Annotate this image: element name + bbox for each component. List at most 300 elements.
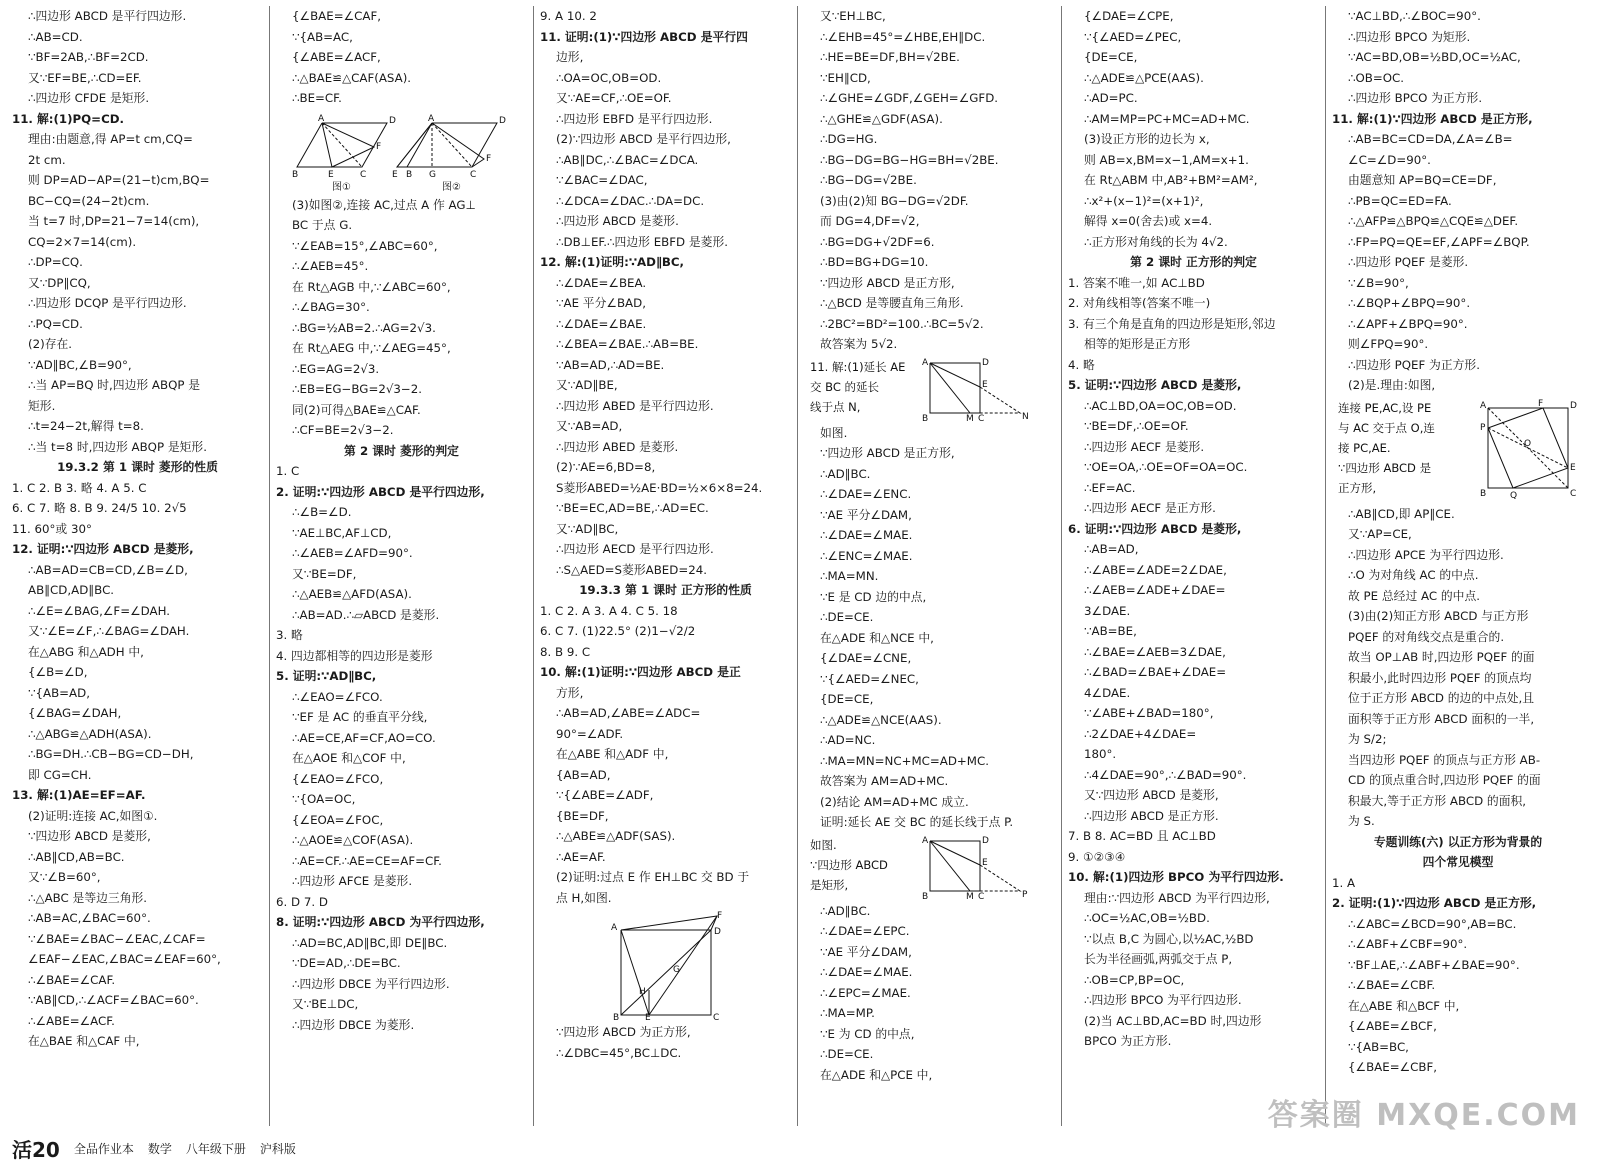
answer-line: BC−CQ=(24−2t)cm. bbox=[28, 193, 150, 208]
figure-label: D bbox=[498, 115, 506, 126]
column-2 bbox=[270, 6, 534, 1126]
answer-line: 积最大,等于正方形 ABCD 的面积, bbox=[1348, 793, 1527, 808]
answer-line: 长为半径画弧,两弧交于点 P, bbox=[1084, 952, 1233, 966]
figure-label: C bbox=[359, 169, 366, 180]
answer-line: ∴∠ENC=∠MAE. bbox=[820, 548, 913, 563]
answer-line: 故答案为 AM=AD+MC. bbox=[820, 774, 949, 788]
answer-line: ∵AB=BE, bbox=[1084, 624, 1137, 638]
answer-line: ∴∠DAE=∠MAE. bbox=[820, 965, 913, 979]
answer-line: ∵EF 是 AC 的垂直平分线, bbox=[292, 710, 428, 724]
answer-line: 180°. bbox=[1084, 747, 1117, 761]
answer-line: 在△ABE 和△ADF 中, bbox=[556, 747, 669, 761]
figure-label: E bbox=[981, 379, 988, 390]
answer-line: 1. 答案不唯一,如 AC⊥BD bbox=[1068, 275, 1205, 290]
answer-line: S菱形ABED=½AE·BD=½×6×8=24. bbox=[556, 480, 763, 495]
answer-line: ∴AB=AD.∴▱ABCD 是菱形. bbox=[292, 607, 440, 622]
answer-line: (3)如图②,连接 AC,过点 A 作 AG⊥ bbox=[292, 197, 476, 212]
figure-caption-text: 交 BC 的延长 bbox=[809, 379, 879, 394]
answer-line: ∵E 为 CD 的中点, bbox=[820, 1026, 915, 1041]
answer-line: ∴MA=MP. bbox=[820, 1006, 875, 1020]
answer-line: ∴△ADE≌△NCE(AAS). bbox=[820, 712, 942, 727]
figure-label: E bbox=[1570, 462, 1576, 473]
answer-line: ∴DE=CE. bbox=[820, 610, 874, 624]
extension bbox=[970, 387, 1020, 413]
subject: 数学 bbox=[147, 1141, 172, 1156]
answer-line: ∴∠EAO=∠FCO. bbox=[292, 689, 383, 704]
square-figure-ap bbox=[810, 835, 1050, 899]
line-ae bbox=[397, 123, 432, 167]
answer-line: 相等的矩形是正方形 bbox=[1084, 337, 1191, 351]
answer-line: 当 t=7 时,DP=21−7=14(cm), bbox=[28, 214, 200, 228]
answer-line: ∴△GHE≌△GDF(ASA). bbox=[820, 111, 943, 126]
answer-line: ∠EAF−∠EAC,∠BAC=∠EAF=60°, bbox=[28, 952, 221, 966]
figure-caption-text: ∵四边形 ABCD bbox=[809, 857, 888, 872]
answer-line: 9. ①②③④ bbox=[1068, 849, 1126, 864]
figure-caption-text: 连接 PE,AC,设 PE bbox=[1338, 400, 1432, 415]
answer-line: (3)由(2)知正方形 ABCD 与正方形 bbox=[1348, 609, 1529, 623]
book-title: 全品作业本 bbox=[73, 1141, 134, 1156]
answer-line: ∴∠GHE=∠GDF,∠GEH=∠GFD. bbox=[820, 91, 999, 105]
answer-line: 又∵四边形 ABCD 是菱形, bbox=[1084, 788, 1219, 802]
column-1 bbox=[6, 6, 270, 1126]
answer-line: 又∵AD∥BE, bbox=[556, 378, 618, 392]
answer-line: ∴四边形 ABED 是平行四边形. bbox=[556, 398, 714, 413]
answer-line: 8. B 9. C bbox=[540, 644, 591, 659]
answer-line: 6. C 7. 略 8. B 9. 24/5 10. 2√5 bbox=[12, 501, 187, 515]
answer-line: 又∵∠B=60°, bbox=[28, 870, 101, 884]
answer-line: ∴四边形 PQEF 为正方形. bbox=[1348, 357, 1480, 372]
answer-line: 6. C 7. (1)22.5° (2)1−√2/2 bbox=[540, 624, 696, 638]
answer-line: ∴BE=CF. bbox=[292, 91, 342, 105]
answer-line: ∴∠E=∠BAG,∠F=∠DAH. bbox=[28, 603, 171, 618]
figure-caption-text: 与 AC 交于点 O,连 bbox=[1338, 420, 1435, 435]
answer-line: 在△ADE 和△NCE 中, bbox=[820, 630, 934, 645]
figure-label: G bbox=[672, 965, 680, 975]
figure-label: C bbox=[1570, 488, 1577, 499]
answer-line: 故答案为 5√2. bbox=[820, 337, 898, 351]
answer-line: 又∵BE=DF, bbox=[292, 566, 357, 581]
answer-line: 5. 证明:∵四边形 ABCD 是菱形, bbox=[1068, 378, 1242, 392]
answer-line: ∴∠APF+∠BPQ=90°. bbox=[1348, 316, 1468, 331]
figure bbox=[540, 910, 791, 1020]
answer-line: ∵OE=OA,∴OE=OF=OA=OC. bbox=[1084, 460, 1248, 474]
answer-line: ∴正方形对角线的长为 4√2. bbox=[1084, 234, 1228, 249]
answer-line: ∴∠AEB=∠ADE+∠DAE= bbox=[1084, 583, 1226, 597]
answer-line: ∴△ADE≌△PCE(AAS). bbox=[1084, 70, 1204, 85]
answer-line: ∴AD=BC,AD∥BC,即 DE∥BC. bbox=[292, 935, 448, 950]
answer-line: ∴AD=PC. bbox=[1084, 91, 1138, 105]
answer-line: ∵{AB=BC, bbox=[1348, 1039, 1409, 1054]
line-am bbox=[930, 841, 970, 891]
answer-line: 解得 x=0(舍去)或 x=4. bbox=[1084, 214, 1213, 228]
figure-label: A bbox=[921, 357, 928, 368]
answer-line: 理由:由题意,得 AP=t cm,CQ= bbox=[28, 132, 193, 146]
answer-line: 由题意知 AP=BQ=CE=DF, bbox=[1348, 173, 1497, 187]
answer-line: ∴BG=½AB=2.∴AG=2√3. bbox=[292, 320, 436, 335]
column-3 bbox=[534, 6, 798, 1126]
answer-line: ∴四边形 AECD 是平行四边形. bbox=[556, 542, 714, 556]
answer-line: ∵{AB=AC, bbox=[292, 29, 353, 44]
answer-line: ∴∠EPC=∠MAE. bbox=[820, 985, 911, 1000]
figure-label: E bbox=[644, 1013, 651, 1020]
answer-line: ∴AD=NC. bbox=[820, 733, 876, 747]
answer-line: PQEF 的对角线交点是重合的. bbox=[1348, 629, 1505, 644]
figure-label: A bbox=[1480, 400, 1487, 411]
answer-line: ∴当 AP=BQ 时,四边形 ABQP 是 bbox=[28, 378, 201, 392]
answer-line: ∴EG=AG=2√3. bbox=[292, 361, 380, 376]
answer-line: ∵四边形 ABCD 是正方形, bbox=[820, 446, 955, 460]
answer-line: ∴∠BAE=∠AEB=3∠DAE, bbox=[1084, 644, 1226, 659]
section-heading: 19.3.3 第 1 课时 正方形的性质 bbox=[579, 583, 752, 597]
answer-line: ∴∠EHB=45°=∠HBE,EH∥DC. bbox=[820, 29, 986, 44]
answer-line: {AB=AD, bbox=[556, 767, 611, 782]
answer-line: ∴四边形 APCE 为平行四边形. bbox=[1348, 547, 1504, 562]
figure-label: E bbox=[391, 169, 398, 180]
answer-line: 理由:∵四边形 ABCD 为平行四边形, bbox=[1084, 890, 1270, 905]
answer-line: BPCO 为正方形. bbox=[1084, 1034, 1172, 1048]
square-figure-gh bbox=[601, 910, 731, 1020]
figure-label: D bbox=[1570, 400, 1577, 411]
answer-line: ∴四边形 EBFD 是平行四边形. bbox=[556, 111, 713, 126]
figure-label: A bbox=[427, 113, 434, 124]
answer-line: BC 于点 G. bbox=[292, 218, 353, 232]
answer-line: ∴四边形 AECF 是菱形. bbox=[1084, 439, 1205, 454]
answer-line: ∴△BAE≌△CAF(ASA). bbox=[292, 70, 412, 85]
answer-line: {∠BAG=∠DAH, bbox=[28, 706, 122, 720]
answer-line: 故当 OP⊥AB 时,四边形 PQEF 的面 bbox=[1348, 650, 1535, 664]
answer-line: ∴∠ABE=∠ACF. bbox=[28, 1013, 115, 1028]
line-am bbox=[930, 363, 970, 413]
line-ef bbox=[649, 916, 717, 1015]
answer-line: 证明:延长 AE 交 BC 的延长线于点 P. bbox=[820, 815, 1014, 829]
answer-line: ∴AE=CF.∴AE=CE=AF=CF. bbox=[292, 853, 442, 868]
answer-line: ∵{OA=OC, bbox=[292, 792, 356, 806]
figure-label: H bbox=[638, 987, 646, 997]
answer-line: 在△BAE 和△CAF 中, bbox=[28, 1034, 140, 1048]
answer-line: ∴EB=EG−BG=2√3−2. bbox=[292, 382, 422, 396]
figure-label: C bbox=[977, 891, 984, 899]
figure-label: B bbox=[612, 1013, 619, 1020]
answer-line: ∴AB=AD=CB=CD,∠B=∠D, bbox=[28, 562, 188, 577]
figure-caption-text: ∵四边形 ABCD 是 bbox=[1338, 460, 1432, 475]
column-4 bbox=[798, 6, 1062, 1126]
answer-line: ∵四边形 ABCD 是菱形, bbox=[28, 829, 151, 843]
square-figure-an bbox=[810, 357, 1050, 421]
answer-line: ∵BE=EC,AD=BE,∴AD=EC. bbox=[556, 501, 709, 515]
answer-line: ∴∠BQP+∠BPQ=90°. bbox=[1348, 296, 1471, 310]
diagonal-ac bbox=[322, 123, 362, 167]
square-abcd bbox=[930, 363, 980, 413]
figure-label: C bbox=[977, 413, 984, 421]
answer-line: ∴∠B=∠D. bbox=[292, 505, 352, 519]
answer-line: (2)存在. bbox=[28, 337, 73, 351]
answer-line: ∵∠EAB=15°,∠ABC=60°, bbox=[292, 238, 438, 253]
answer-line: ∴AM=MP=PC+MC=AD+MC. bbox=[1084, 111, 1250, 126]
answer-line: ∴AB∥CD,即 AP∥CE. bbox=[1348, 506, 1455, 521]
answer-line: (2)结论 AM=AD+MC 成立. bbox=[820, 794, 969, 809]
line-af bbox=[621, 916, 717, 930]
figure-label: B bbox=[291, 169, 298, 180]
answer-line: ∵EH∥CD, bbox=[820, 70, 871, 85]
figure-caption-text: 线于点 N, bbox=[809, 399, 860, 414]
figure-label: F bbox=[1538, 398, 1544, 409]
answer-line: 又∵∠E=∠F,∴∠BAG=∠DAH. bbox=[28, 624, 190, 638]
answer-line: 5. 证明:∵AD∥BC, bbox=[276, 669, 377, 683]
figure-label: B bbox=[921, 891, 928, 899]
answer-line: 6. D 7. D bbox=[276, 894, 328, 909]
answer-line: ∵四边形 ABCD 是正方形, bbox=[820, 275, 955, 290]
answer-line: 90°=∠ADF. bbox=[556, 726, 624, 741]
answer-line: ∴PQ=CD. bbox=[28, 316, 83, 331]
answer-line: 10. 解:(1)四边形 BPCO 为平行四边形. bbox=[1068, 870, 1284, 884]
figure-label: D bbox=[713, 927, 721, 937]
figure-label: C bbox=[469, 169, 476, 180]
answer-line: 在 Rt△AEG 中,∵∠AEG=45°, bbox=[292, 341, 451, 355]
answer-line: 12. 解:(1)证明:∵AD∥BC, bbox=[540, 255, 684, 269]
answer-line: ∴∠BAE=∠CAF. bbox=[28, 972, 116, 987]
answer-line: ∴四边形 BPCO 为正方形. bbox=[1348, 91, 1483, 105]
figure bbox=[1332, 398, 1584, 502]
figure-label: B bbox=[921, 413, 928, 421]
answer-line: ∴∠DAE=∠BEA. bbox=[556, 275, 647, 290]
answer-line: ∴∠BEA=∠BAE.∴AB=BE. bbox=[556, 337, 699, 351]
answer-line: 在△ABG 和△ADH 中, bbox=[28, 644, 144, 659]
answer-line: 3. 略 bbox=[276, 628, 303, 642]
answer-line: ∴AE=AF. bbox=[556, 849, 606, 864]
answer-line: (3)设正方形的边长为 x, bbox=[1084, 132, 1210, 146]
answer-line: ∴四边形 DCQP 是平行四边形. bbox=[28, 296, 187, 310]
figure-label: E bbox=[327, 169, 334, 180]
answer-line: 即 CG=CH. bbox=[28, 767, 92, 782]
answer-line: ∴∠ABC=∠BCD=90°,AB=BC. bbox=[1348, 916, 1517, 931]
answer-line: 4∠DAE. bbox=[1084, 685, 1131, 700]
answer-line: CD 的顶点重合时,四边形 PQEF 的面 bbox=[1348, 773, 1541, 787]
extension bbox=[970, 865, 1020, 891]
square-abcd bbox=[930, 841, 980, 891]
caption-fig2: 图② bbox=[441, 181, 461, 193]
figure bbox=[276, 111, 527, 193]
figure-label: P bbox=[1021, 889, 1027, 899]
answer-line: ∴∠AEB=45°. bbox=[292, 259, 369, 273]
answer-line: ∴AB=CD. bbox=[28, 29, 83, 44]
answer-line: ∵E 是 CD 边的中点, bbox=[820, 589, 927, 604]
answer-line: ∴四边形 AFCE 是菱形. bbox=[292, 874, 413, 888]
page-footer bbox=[12, 1134, 296, 1162]
answer-line: ∴四边形 BPCO 为平行四边形. bbox=[1084, 993, 1242, 1007]
figure-label: F bbox=[485, 153, 491, 164]
answer-line: ∴BG=DH.∴CB−BG=CD−DH, bbox=[28, 747, 194, 761]
answer-line: ∴△BCD 是等腰直角三角形. bbox=[820, 296, 964, 310]
figure-label: P bbox=[1480, 422, 1486, 433]
answer-line: 7. B 8. AC=BD 且 AC⊥BD bbox=[1068, 829, 1216, 843]
answer-line: 面积等于正方形 ABCD 面积的一半, bbox=[1348, 711, 1535, 726]
answer-line: {∠BAE=∠CAF, bbox=[292, 9, 382, 23]
answer-line: ∴t=24−2t,解得 t=8. bbox=[28, 419, 144, 433]
figure-label: D bbox=[388, 115, 396, 126]
answer-line: {∠ABE=∠BCF, bbox=[1348, 1019, 1437, 1033]
answer-line: ∵∠BAE=∠BAC−∠EAC,∠CAF= bbox=[28, 931, 206, 946]
answer-line: ∴AB∥DC,∴∠BAC=∠DCA. bbox=[556, 152, 699, 167]
answer-line: 在△AOE 和△COF 中, bbox=[292, 751, 406, 765]
answer-line: ∴OA=OC,OB=OD. bbox=[556, 70, 662, 85]
answer-line: ∴BG−DG=√2BE. bbox=[820, 173, 917, 187]
answer-line: ∴AD∥BC. bbox=[820, 903, 871, 918]
answer-line: ∴2∠DAE+4∠DAE= bbox=[1084, 726, 1197, 741]
answer-line: ∴四边形 DBCE 为平行四边形. bbox=[292, 976, 450, 991]
answer-line: 同(2)可得△BAE≌△CAF. bbox=[292, 402, 421, 417]
figure-caption-text: 正方形, bbox=[1338, 480, 1377, 495]
answer-line: ∴AB=AD, bbox=[1084, 542, 1139, 556]
figure-caption-text: 11. 解:(1)延长 AE bbox=[809, 359, 905, 374]
answer-line: ∴四边形 PQEF 是菱形. bbox=[1348, 255, 1469, 269]
answer-line: 3∠DAE. bbox=[1084, 603, 1131, 618]
answer-line: ∴BD=BG+DG=10. bbox=[820, 255, 929, 269]
answer-line: 2. 证明:∵四边形 ABCD 是平行四边形, bbox=[276, 484, 485, 499]
answer-line: 11. 证明:(1)∵四边形 ABCD 是平行四 bbox=[540, 29, 748, 44]
answer-line: {∠ABE=∠ACF, bbox=[292, 50, 381, 64]
answer-line: 6. 证明:∵四边形 ABCD 是菱形, bbox=[1068, 521, 1242, 536]
answer-line: ∴∠DAE=∠BAE. bbox=[556, 316, 647, 331]
answer-line: ∴OC=½AC,OB=½BD. bbox=[1084, 911, 1210, 925]
answer-line: ∵DE=AD,∴DE=BC. bbox=[292, 956, 401, 970]
answer-line: 4. 四边都相等的四边形是菱形 bbox=[276, 648, 433, 663]
answer-line: ∴∠BAE=∠CBF. bbox=[1348, 978, 1436, 992]
rhombus-1 bbox=[297, 123, 387, 167]
figure bbox=[804, 835, 1055, 899]
answer-line: ∴BG=DG+√2DF=6. bbox=[820, 234, 935, 249]
answer-line: 11. 解:(1)PQ=CD. bbox=[12, 111, 125, 126]
answer-line: 又∵BE⊥DC, bbox=[292, 997, 359, 1011]
answer-line: {DE=CE, bbox=[820, 692, 874, 706]
figure-label: F bbox=[375, 141, 381, 152]
answer-line: ∴△AEB≌△AFD(ASA). bbox=[292, 587, 412, 601]
figure-label: F bbox=[716, 911, 722, 921]
answer-line: ∵BF=2AB,∴BF=2CD. bbox=[28, 50, 149, 64]
answer-line: 1. C 2. A 3. A 4. C 5. 18 bbox=[540, 603, 678, 618]
answer-line: ∵∠BAC=∠DAC, bbox=[556, 173, 648, 187]
answer-line: 4. 略 bbox=[1068, 357, 1095, 372]
answer-line: 又∵AD∥BC, bbox=[556, 521, 619, 536]
figure-caption-text: 是矩形, bbox=[809, 877, 848, 892]
answer-line: 位于正方形 ABCD 的边的中点处,且 bbox=[1348, 691, 1535, 705]
answer-line: 点 H,如图. bbox=[556, 890, 612, 905]
answer-line: ∴当 t=8 时,四边形 ABQP 是矩形. bbox=[28, 439, 207, 454]
answer-line: ∴△AFP≌△BPQ≌△CQE≌△DEF. bbox=[1348, 214, 1519, 228]
answer-line: 11. 60°或 30° bbox=[12, 521, 92, 536]
line-ae bbox=[930, 841, 980, 865]
figure-caption-text: 如图. bbox=[809, 837, 837, 852]
answer-line: 又∵EH⊥BC, bbox=[820, 9, 886, 23]
answer-line: (2)当 AC⊥BD,AC=BD 时,四边形 bbox=[1084, 1013, 1262, 1028]
answer-line: ∴OB=OC. bbox=[1348, 70, 1405, 85]
answer-line: {∠EAO=∠FCO, bbox=[292, 771, 384, 786]
figure-label: G bbox=[428, 169, 436, 180]
figure-label: A bbox=[610, 923, 617, 933]
answer-line: ∴MA=MN. bbox=[820, 569, 879, 583]
answer-line: ∴CF=BE=2√3−2. bbox=[292, 423, 394, 437]
answer-line: ∵{AB=AD, bbox=[28, 685, 90, 700]
watermark: 答案圈 MXQE.COM bbox=[1267, 1098, 1580, 1133]
answer-line: ∵BF⊥AE,∴∠ABF+∠BAE=90°. bbox=[1348, 957, 1520, 972]
answer-line: ∴四边形 AECF 是正方形. bbox=[1084, 501, 1216, 515]
answer-line: (2)∵AE=6,BD=8, bbox=[556, 460, 656, 474]
section-heading: 第 2 课时 菱形的判定 bbox=[344, 443, 459, 458]
page-number: 活20 bbox=[12, 1137, 60, 1162]
figure-label: O bbox=[1524, 438, 1532, 449]
answer-line: ∵{∠AED=∠PEC, bbox=[1084, 29, 1182, 44]
answer-line: 矩形. bbox=[28, 398, 56, 413]
answer-line: 如图. bbox=[820, 425, 848, 440]
answer-line: {DE=CE, bbox=[1084, 50, 1138, 64]
answer-line: 13. 解:(1)AE=EF=AF. bbox=[12, 788, 146, 802]
answer-line: 1. C bbox=[276, 464, 300, 478]
answer-line: {∠EOA=∠FOC, bbox=[292, 812, 384, 827]
answer-line: 在△ADE 和△PCE 中, bbox=[820, 1067, 933, 1082]
answer-line: 1. A bbox=[1332, 875, 1356, 890]
answer-line: ∴四边形 CFDE 是矩形. bbox=[28, 91, 150, 105]
column-6 bbox=[1326, 6, 1590, 1126]
answer-line: (2)证明:连接 AC,如图①. bbox=[28, 808, 158, 823]
answer-line: (3)由(2)知 BG−DG=√2DF. bbox=[820, 193, 969, 208]
answer-line: ∴MA=MN=NC+MC=AD+MC. bbox=[820, 753, 989, 768]
column-5 bbox=[1062, 6, 1326, 1126]
grade: 八年级下册 bbox=[185, 1141, 246, 1156]
answer-line: CQ=2×7=14(cm). bbox=[28, 234, 137, 249]
answer-line: ∴OB=CP,BP=OC, bbox=[1084, 972, 1185, 987]
answer-line: {BE=DF, bbox=[556, 808, 609, 823]
square-pqef-figure bbox=[1338, 398, 1578, 502]
figure-label: A bbox=[921, 835, 928, 846]
answer-line: 9. A 10. 2 bbox=[540, 9, 597, 23]
answer-line: {∠BAE=∠CBF, bbox=[1348, 1060, 1438, 1074]
answer-line: ∴四边形 DBCE 为菱形. bbox=[292, 1017, 415, 1032]
answer-line: ∵AB=AD,∴AD=BE. bbox=[556, 357, 665, 372]
answer-line: ∴DG=HG. bbox=[820, 132, 878, 146]
answer-line: ∵AD∥BC,∠B=90°, bbox=[28, 357, 132, 372]
figure-label: B bbox=[1480, 488, 1487, 499]
answer-line: ∵{∠ABE=∠ADF, bbox=[556, 788, 654, 802]
figure-label: D bbox=[981, 357, 989, 368]
answer-line: 8. 证明:∵四边形 ABCD 为平行四边形, bbox=[276, 915, 485, 929]
figure-caption-text: 接 PC,AE. bbox=[1338, 440, 1391, 455]
figure-label: N bbox=[1021, 411, 1029, 421]
answer-line: ∴S△AED=S菱形ABED=24. bbox=[556, 562, 707, 577]
answer-line: 又∵DP∥CQ, bbox=[28, 275, 91, 290]
figure-label: M bbox=[965, 891, 974, 899]
answer-line: 又∵AB=AD, bbox=[556, 419, 623, 433]
answer-line: {∠DAE=∠CNE, bbox=[820, 651, 912, 665]
answer-line: ∵AC=BD,OB=½BD,OC=½AC, bbox=[1348, 50, 1521, 64]
section-heading: 专题训练(六) 以正方形为背景的 bbox=[1373, 834, 1543, 849]
answer-line: ∵以点 B,C 为圆心,以½AC,½BD bbox=[1084, 931, 1254, 946]
answer-line: 故 PE 总经过 AC 的中点. bbox=[1348, 588, 1480, 603]
answer-line: 为 S. bbox=[1348, 814, 1375, 828]
answer-line: ∴AB=BC=CD=DA,∠A=∠B= bbox=[1348, 132, 1513, 146]
answer-line: ∵BE=DF,∴OE=OF. bbox=[1084, 419, 1189, 433]
answer-line: ∴x²+(x−1)²=(x+1)², bbox=[1084, 193, 1204, 208]
answer-line: ∴2BC²=BD²=100.∴BC=5√2. bbox=[820, 316, 984, 331]
answer-line: ∴△ABG≌△ADH(ASA). bbox=[28, 726, 152, 741]
answer-line: ∴∠DAE=∠MAE. bbox=[820, 528, 913, 542]
edition: 沪科版 bbox=[259, 1141, 296, 1156]
answer-line: ∴AB=AD,∠ABE=∠ADC= bbox=[556, 706, 701, 720]
answer-line: 3. 有三个角是直角的四边形是矩形,邻边 bbox=[1068, 316, 1276, 331]
answer-line: 则∠FPQ=90°. bbox=[1348, 337, 1429, 351]
answer-line: ∴AE=CE,AF=CF,AO=CO. bbox=[292, 730, 436, 745]
answer-line: ∴O 为对角线 AC 的中点. bbox=[1348, 568, 1479, 582]
section-heading: 第 2 课时 正方形的判定 bbox=[1130, 255, 1257, 269]
figure-label: D bbox=[981, 835, 989, 846]
